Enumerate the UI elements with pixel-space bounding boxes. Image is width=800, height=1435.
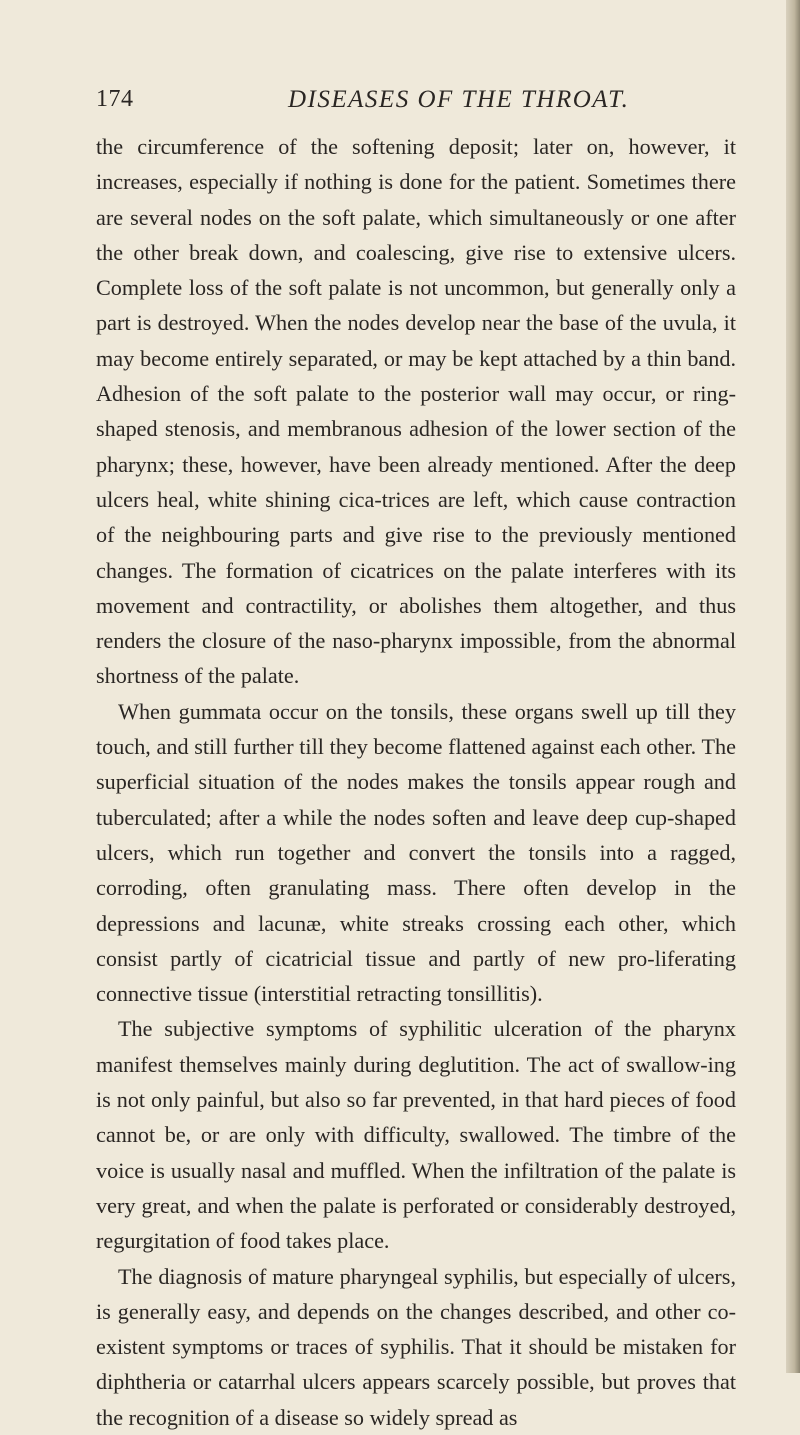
paragraph: The subjective symptoms of syphilitic ulceration of the pharynx manifest themselves mainly during deglutition. The act of swallow-ing is not only painful, but also so far prevented, in that hard pieces of food cannot be, or are only with difficulty, swallowed. The timbre of the voice is usually nasal and muffled. When the infiltration of the palate is very great, and when the palate is perforated or considerably destroyed, regurgitation of food takes place.: [96, 1016, 736, 1254]
running-head: DISEASES OF THE THROAT.: [288, 86, 630, 113]
paragraph: When gummata occur on the tonsils, these organs swell up till they touch, and still further till they become flattened against each other. The superficial situation of the nodes makes the tonsils appear rough and tuberculated; after a while the nodes soften and leave deep cup-shaped ulcers, which run together and convert the tonsils into a ragged, corroding, often granulating mass. There often develop in the depressions and lacunæ, white streaks crossing each other, which consist partly of cicatricial tissue and partly of new pro-liferating connective tissue (interstitial retracting tonsillitis).: [96, 698, 736, 1007]
paragraph: the circumference of the softening deposit; later on, however, it increases, especially if nothing is done for the patient. Sometimes there are several nodes on the soft palate, which simultaneously or one after the other break down, and coalescing, give rise to extensive ulcers. Complete loss of the soft palate is not uncommon, but generally only a part is destroyed. When the nodes develop near the base of the uvula, it may become entirely separated, or may be kept attached by a thin band. Adhesion of the soft palate to the posterior wall may occur, or ring-shaped stenosis, and membranous adhesion of the lower section of the pharynx; these, however, have been already mentioned. After the deep ulcers heal, white shining cica-trices are left, which cause contraction of the neighbouring parts and give rise to the previously mentioned changes. The formation of cicatrices on the palate interferes with its movement and contractility, or abolishes them altogether, and thus renders the closure of the naso-pharynx impossible, from the abnormal shortness of the palate.: [96, 134, 736, 689]
paragraph: The diagnosis of mature pharyngeal syphilis, but especially of ulcers, is generally easy, and depends on the changes described, and other co-existent symptoms or traces of syphilis. That it should be mistaken for diphtheria or catarrhal ulcers appears scarcely possible, but proves that the recognition of a disease so widely spread as: [96, 1263, 736, 1430]
page-number: 174: [96, 86, 134, 112]
page-header: [96, 86, 736, 126]
body-text: [96, 129, 736, 1435]
page-edge: [786, 0, 800, 1373]
